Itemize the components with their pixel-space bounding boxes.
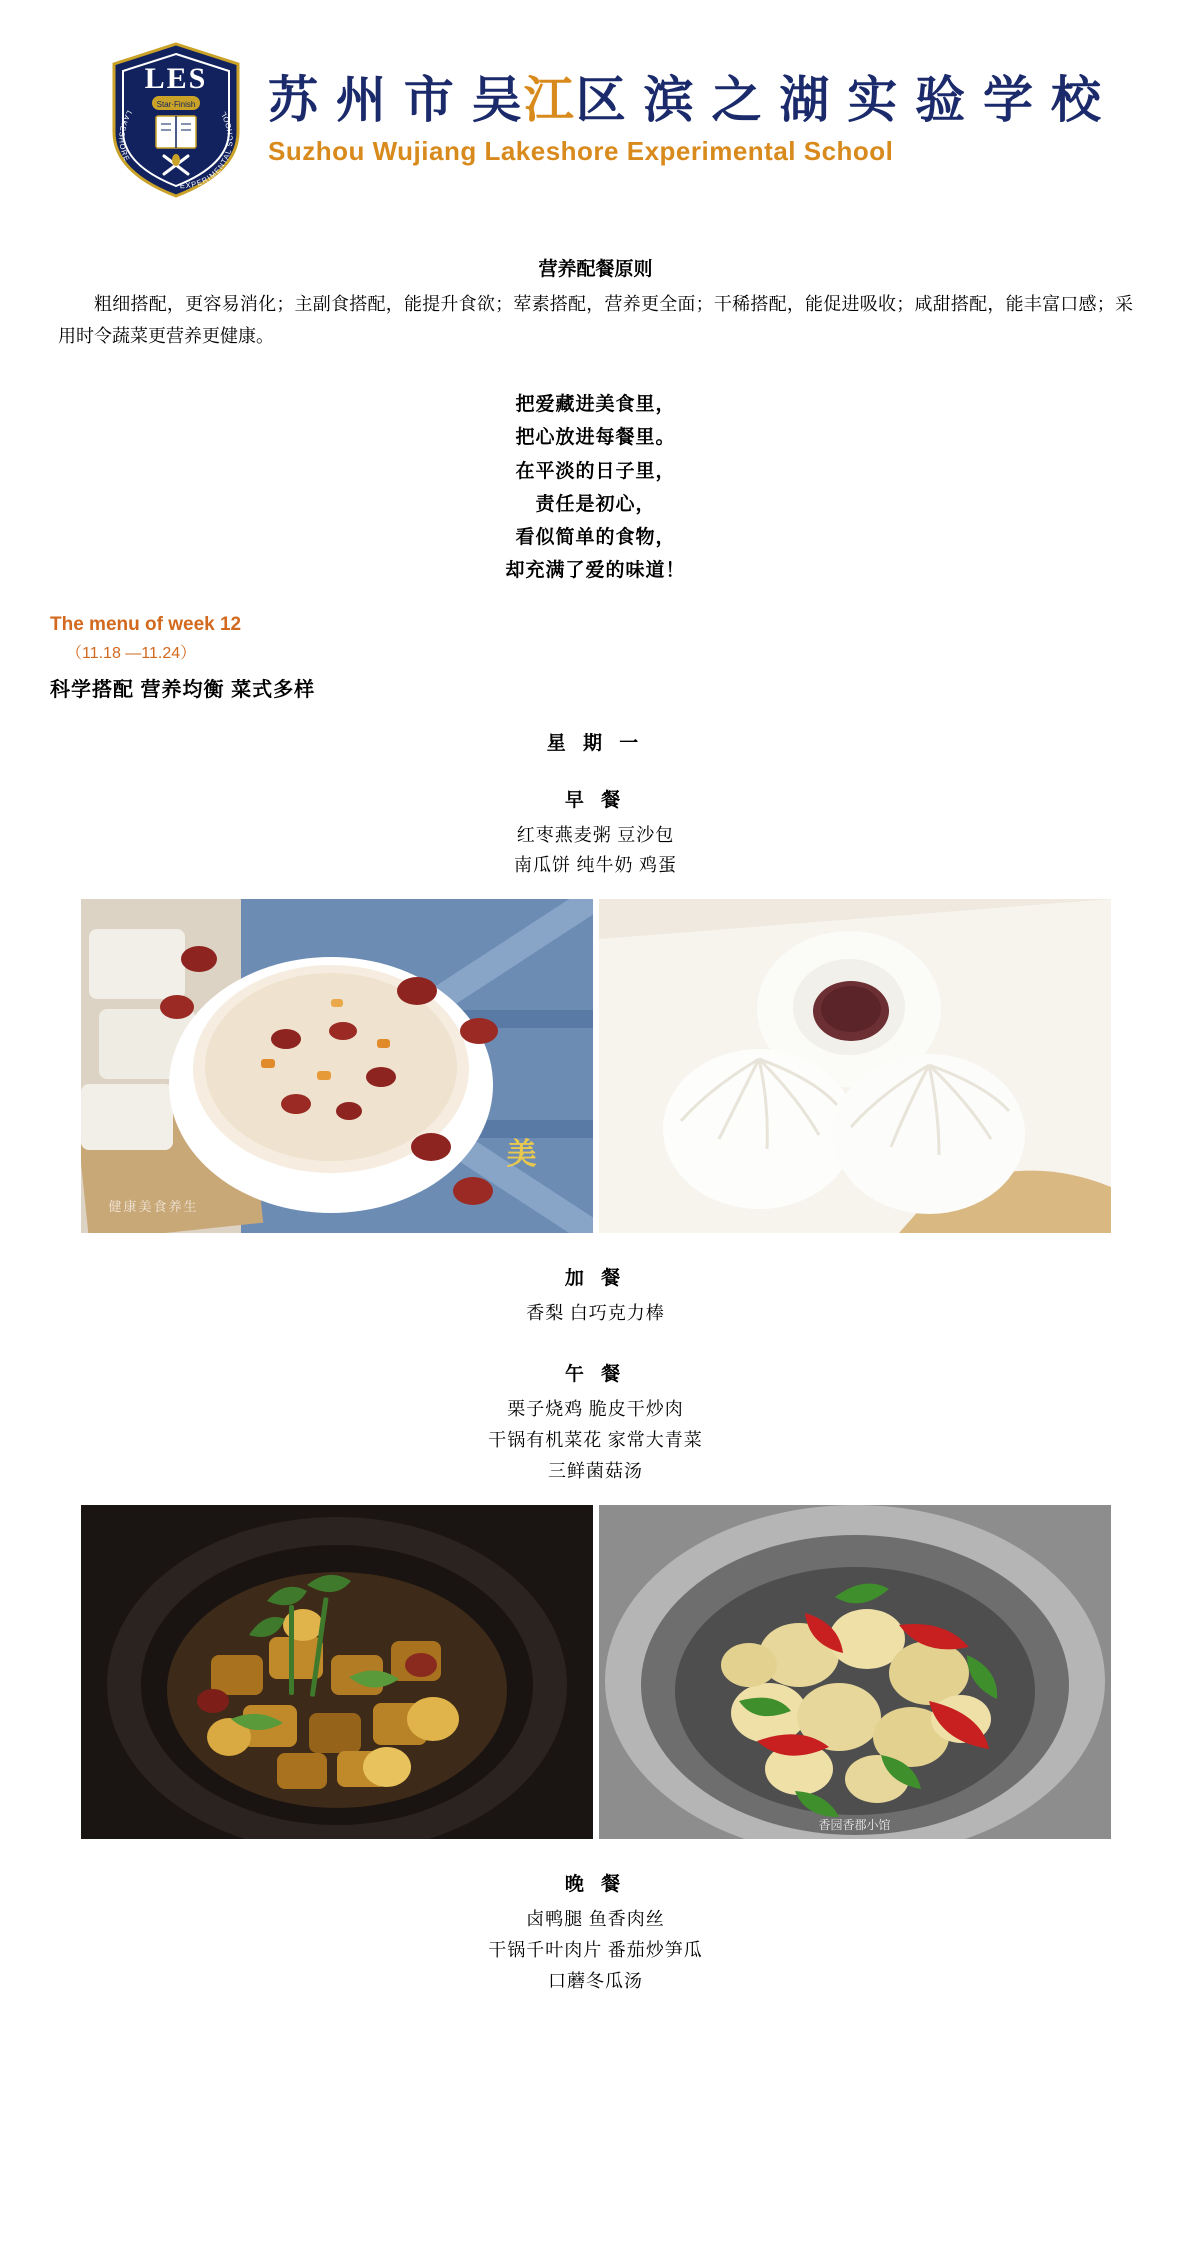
school-name-en: Suzhou Wujiang Lakeshore Experimental School: [268, 136, 894, 166]
meal-items-dinner: [48, 1904, 1143, 1997]
photo-watermark-right: 美: [506, 1138, 537, 1172]
poem-line-1: 把爱藏进美食里，: [515, 394, 676, 415]
poem-line-5: 看似简单的食物，: [515, 527, 676, 548]
meal-items-lunch: [48, 1394, 1143, 1487]
school-name-cn-part1: 苏 州 市 吴: [268, 72, 524, 128]
school-crest-icon: [106, 40, 246, 200]
meal-item: 口蘑冬瓜汤: [548, 1971, 643, 1992]
svg-text:LES: LES: [144, 62, 208, 95]
school-name-cn: [268, 73, 1103, 128]
meal-item: 干锅有机菜花 家常大青菜: [488, 1430, 703, 1451]
dry-pot-cauliflower-photo: [599, 1505, 1111, 1839]
red-bean-paste-bun-photo: [599, 899, 1111, 1233]
meal-item: 栗子烧鸡 脆皮干炒肉: [507, 1399, 684, 1420]
svg-text:LAKESHORE: LAKESHORE: [117, 108, 134, 164]
meal-item: 红枣燕麦粥 豆沙包: [516, 824, 675, 845]
svg-text:EXPERIMENTAL SCHOOL: EXPERIMENTAL SCHOOL: [179, 109, 235, 191]
meal-item: 三鲜菌菇汤: [548, 1461, 643, 1482]
meal-title-snack: 加 餐: [564, 1268, 627, 1290]
photo-watermark: 健康美食养生: [108, 1199, 199, 1215]
meal-snack: [48, 1263, 1143, 1329]
day-title: 星 期 一: [546, 732, 645, 754]
photo-watermark-center: 香园香郡小馆: [818, 1818, 891, 1833]
meal-breakfast: [48, 785, 1143, 1234]
meal-item: 香梨 白巧克力棒: [526, 1303, 665, 1324]
meal-item: 干锅千叶肉片 番茄炒笋瓜: [488, 1940, 703, 1961]
school-name-cn-accent: 江: [523, 72, 576, 128]
meal-title-dinner: 晚 餐: [564, 1874, 627, 1896]
red-date-oat-porridge-photo: [81, 899, 593, 1233]
meal-item: 卤鸭腿 鱼香肉丝: [526, 1909, 665, 1930]
meal-dinner: [48, 1869, 1143, 1997]
school-header: [48, 0, 1143, 228]
photo-row-breakfast: [48, 899, 1143, 1233]
poem-line-4: 责任是初心，: [535, 493, 656, 515]
week-label: The menu of week 12: [50, 613, 242, 635]
svg-text:Star·Finish: Star·Finish: [156, 100, 196, 109]
principle-body: 粗细搭配，更容易消化；主副食搭配，能提升食欲；荤素搭配，营养更全面；干稀搭配，能促进吸收；咸甜搭配，能丰富口感；采用时令蔬菜更营养更健康。: [58, 294, 1133, 346]
poem-line-2: 把心放进每餐里。: [515, 427, 676, 449]
school-name-cn-part2: 区 滨 之 湖 实 验 学 校: [575, 72, 1103, 128]
menu-slogan: 科学搭配 营养均衡 菜式多样: [50, 678, 316, 701]
poem-line-3: 在平淡的日子里，: [515, 460, 676, 482]
meal-lunch: [48, 1359, 1143, 1839]
meal-items-snack: [48, 1298, 1143, 1329]
meal-item: 南瓜饼 纯牛奶 鸡蛋: [514, 855, 677, 876]
principle-title: 营养配餐原则: [538, 259, 653, 280]
poem-block: [48, 388, 1143, 588]
meal-title-breakfast: 早 餐: [564, 789, 627, 811]
chestnut-braised-chicken-photo: [81, 1505, 593, 1839]
meal-items-breakfast: [48, 820, 1143, 882]
photo-row-lunch: [48, 1505, 1143, 1839]
date-range: （11.18 —11.24）: [66, 644, 197, 662]
meal-title-lunch: 午 餐: [564, 1364, 627, 1386]
poem-line-6: 却充满了爱的味道！: [505, 560, 686, 582]
school-name-block: [268, 73, 1103, 167]
